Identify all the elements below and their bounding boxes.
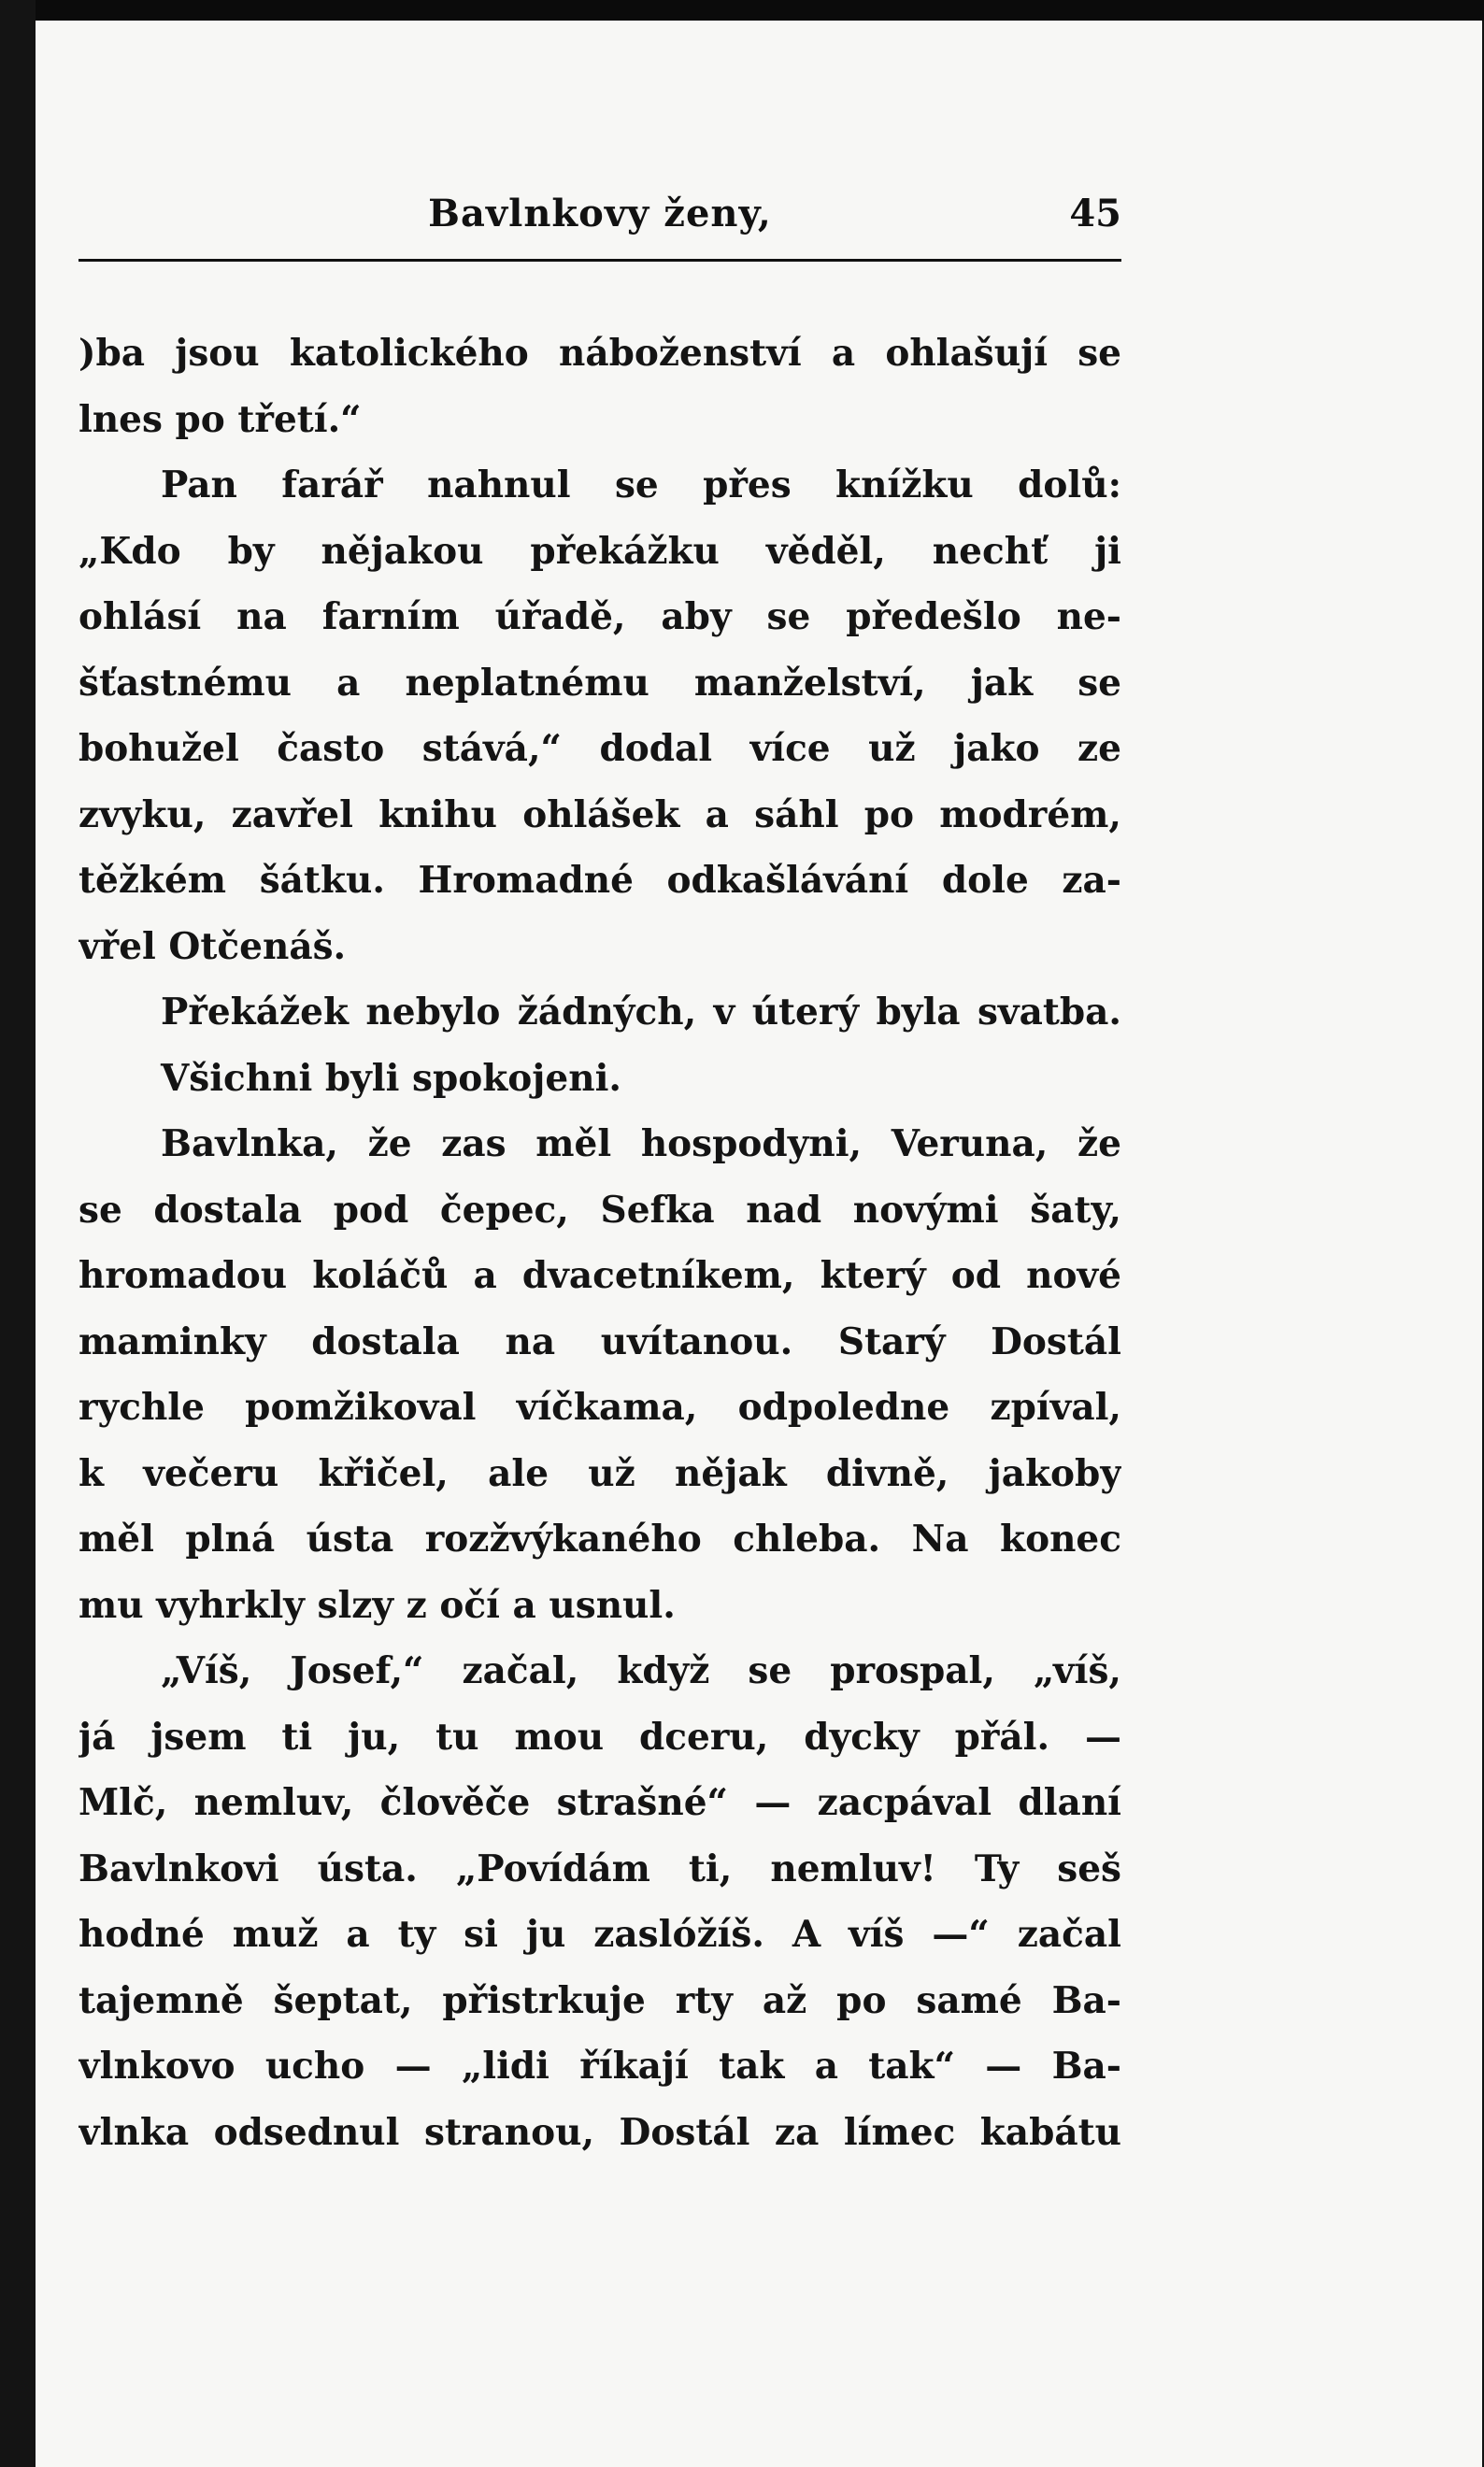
text-line: k večeru křičel, ale už nějak divně, jakoby — [78, 1451, 1121, 1495]
text-line: rychle pomžikoval víčkama, odpoledne zpíval, — [78, 1386, 1121, 1429]
text-line: bohužel často stává,“ dodal více už jako ze — [78, 727, 1121, 770]
text-line: zvyku, zavřel knihu ohlášek a sáhl po modrém, — [78, 792, 1121, 836]
text-line: „Víš, Josef,“ začal, když se prospal, „víš, — [161, 1649, 1121, 1692]
page-number: 45 — [1069, 192, 1121, 235]
text-line: Bavlnkovi ústa. „Povídám ti, nemluv! Ty seš — [78, 1847, 1121, 1890]
text-line: Mlč, nemluv, člověče strašné“ — zacpával dlaní — [78, 1781, 1121, 1824]
running-title: Bavlnkovy ženy, — [428, 192, 772, 235]
text-line: vřel Otčenáš. — [78, 924, 347, 968]
text-line: se dostala pod čepec, Sefka nad novými šaty, — [78, 1188, 1121, 1232]
text-line: měl plná ústa rozžvýkaného chleba. Na konec — [78, 1518, 1121, 1561]
text-line: tajemně šeptat, přistrkuje rty až po samé Ba- — [78, 1978, 1121, 2022]
scan-top-border — [0, 0, 1484, 21]
text-line: vlnkovo ucho — „lidi říkají tak a tak“ — Ba- — [78, 2045, 1121, 2088]
text-line: Všichni byli spokojeni. — [161, 1056, 621, 1100]
text-line: )ba jsou katolického náboženství a ohlašují se — [78, 332, 1121, 375]
text-line: hromadou koláčů a dvacetníkem, který od nové — [78, 1254, 1121, 1297]
body-text — [78, 321, 1121, 2165]
text-line: maminky dostala na uvítanou. Starý Dostál — [78, 1319, 1121, 1363]
text-line: lnes po třetí.“ — [78, 397, 362, 441]
running-header — [78, 192, 1121, 248]
text-line: já jsem ti ju, tu mou dceru, dycky přál. — — [78, 1715, 1121, 1759]
text-line: vlnka odsednul stranou, Dostál za límec kabátu — [78, 2110, 1121, 2154]
book-spine-shadow — [0, 0, 36, 2467]
header-rule — [78, 259, 1121, 262]
text-line: Pan farář nahnul se přes knížku dolů: — [161, 463, 1121, 506]
text-line: Překážek nebylo žádných, v úterý byla svatba. — [161, 991, 1121, 1034]
text-line: mu vyhrkly slzy z očí a usnul. — [78, 1583, 676, 1627]
text-line: „Kdo by nějakou překážku věděl, nechť ji — [78, 529, 1121, 573]
text-line: Bavlnka, že zas měl hospodyni, Veruna, že — [161, 1122, 1121, 1165]
text-line: těžkém šátku. Hromadné odkašlávání dole za- — [78, 859, 1121, 902]
text-line: ohlásí na farním úřadě, aby se předešlo ne- — [78, 595, 1121, 638]
text-line: šťastnému a neplatnému manželství, jak se — [78, 661, 1121, 705]
text-line: hodné muž a ty si ju zaslóžíš. A víš —“ začal — [78, 1913, 1121, 1956]
